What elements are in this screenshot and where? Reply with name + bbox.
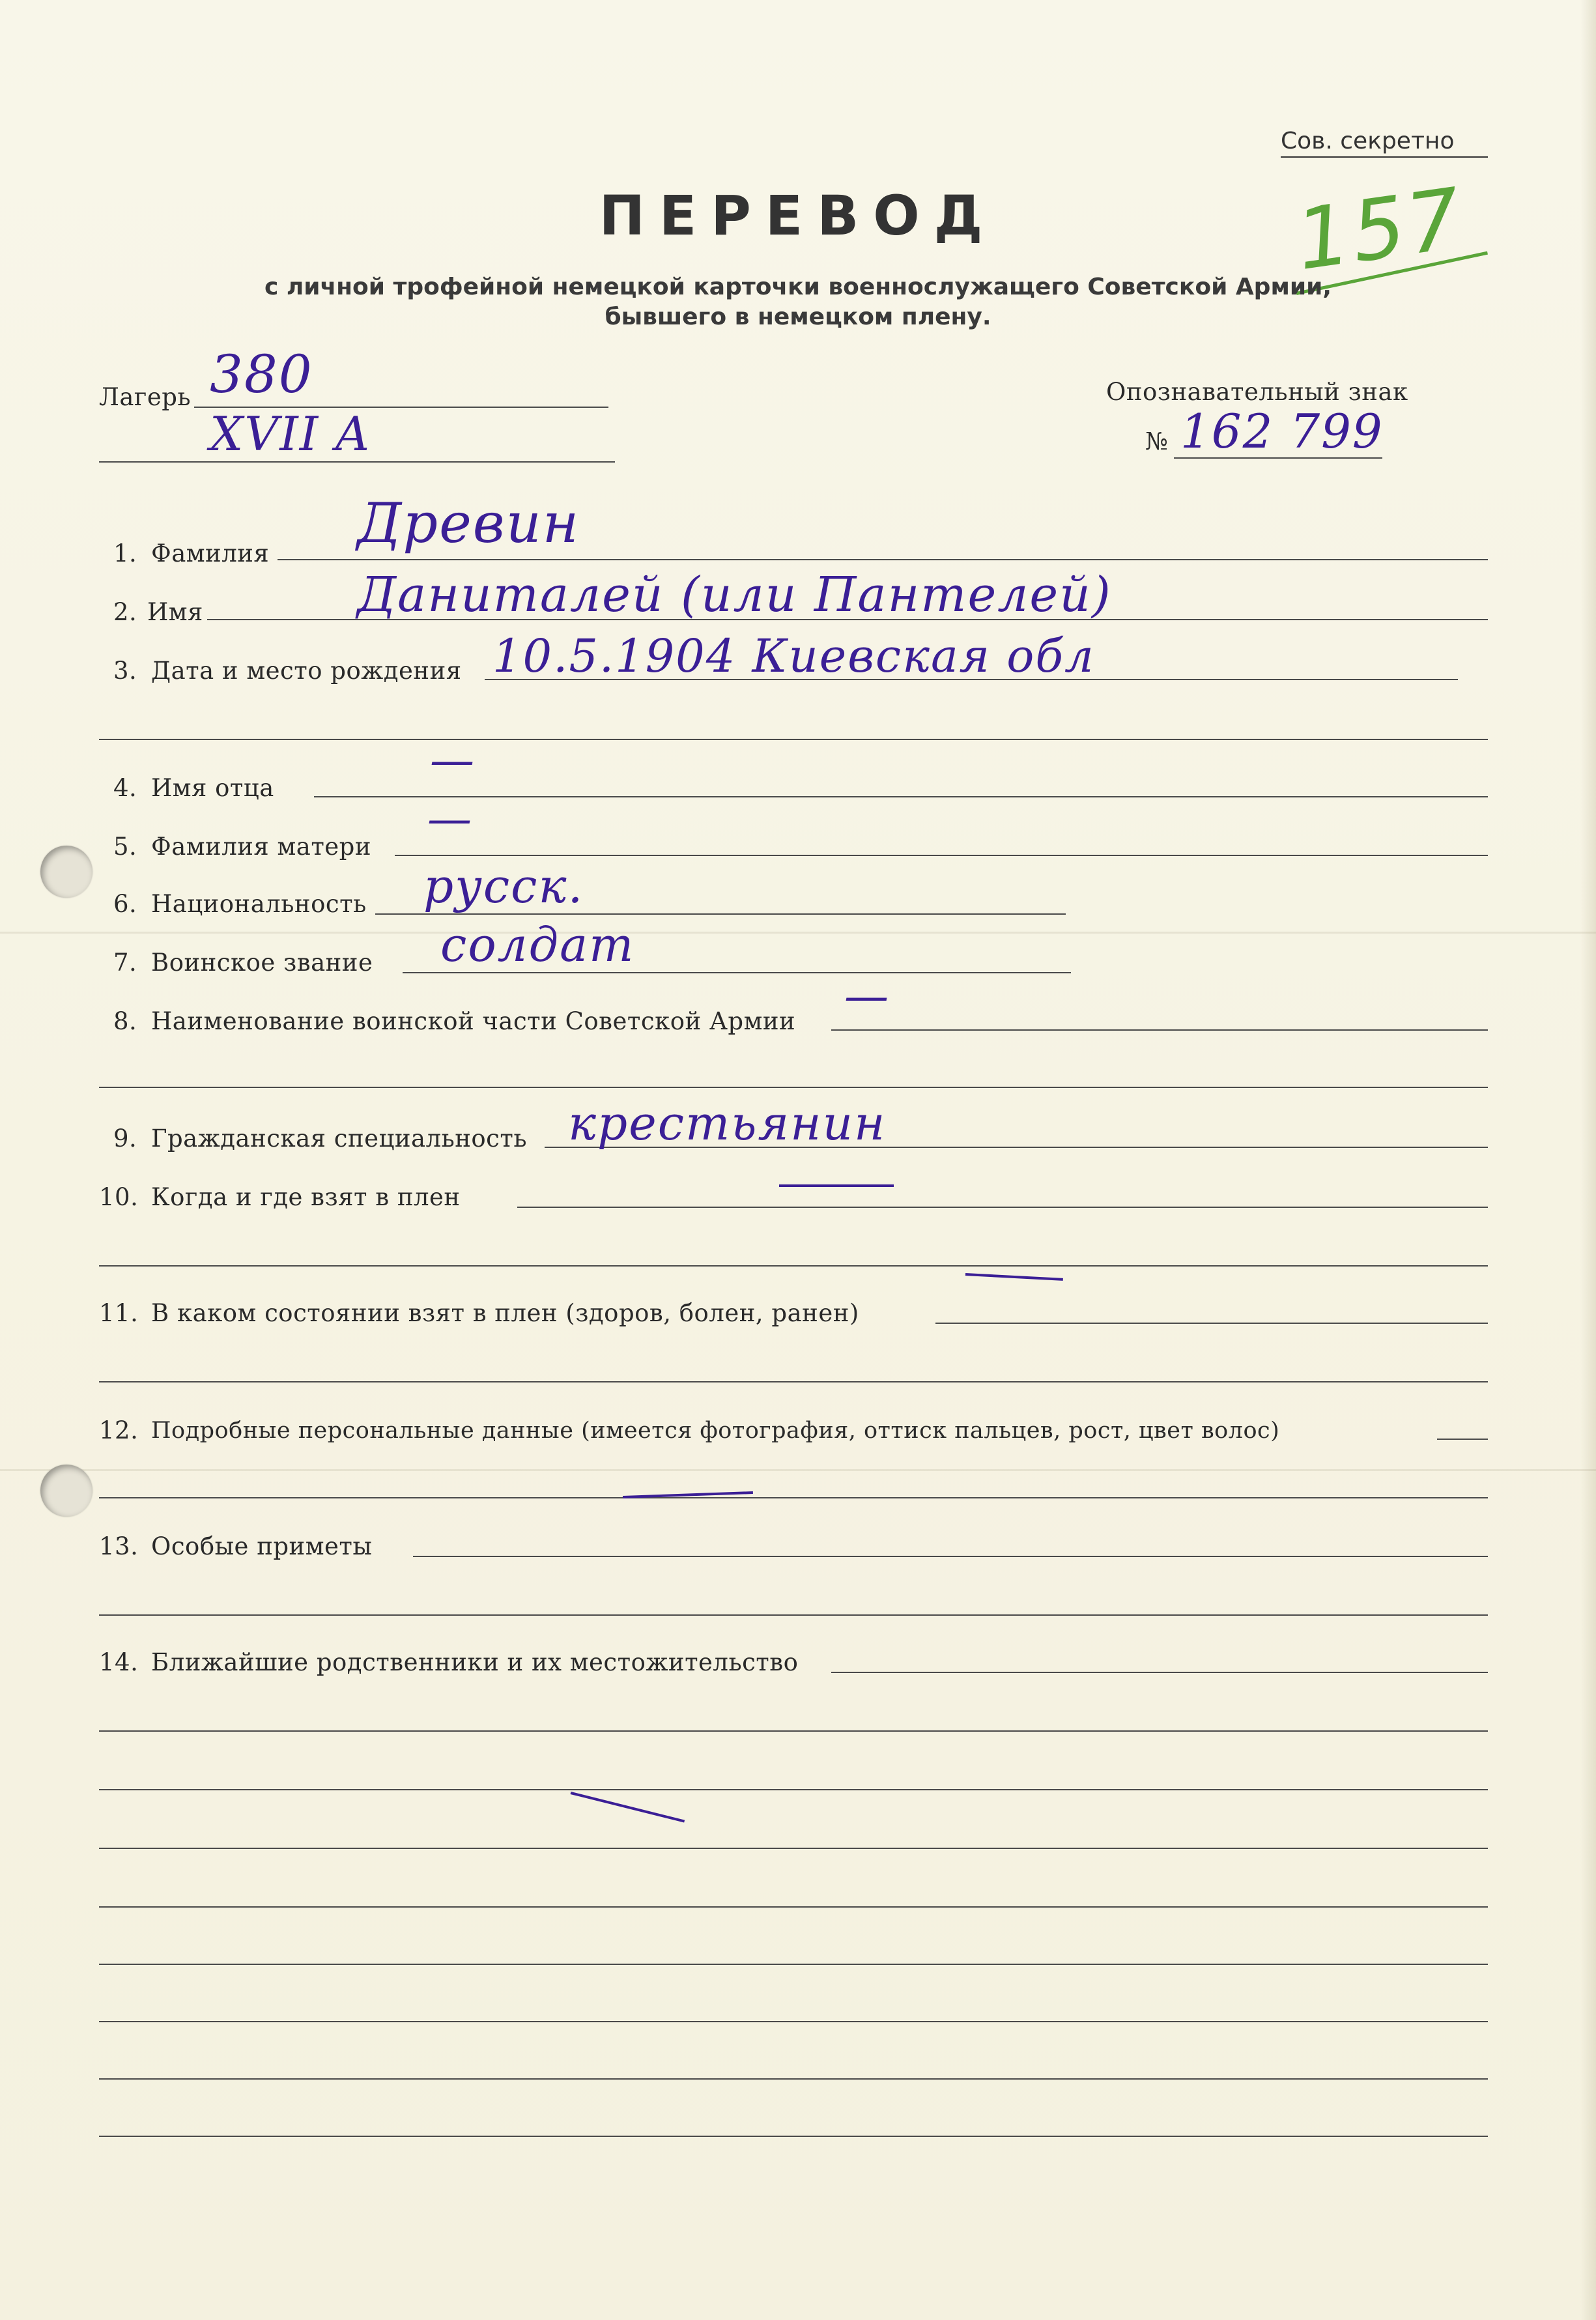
field-11-line [935,1323,1488,1324]
document-title: ПЕРЕВОД [599,184,997,248]
field-14-line-4 [99,1848,1488,1849]
field-6-line [375,913,1066,915]
camp-value-2: XVII A [210,407,371,461]
id-tag-number-label: № [1145,427,1169,455]
field-4-line [314,796,1488,797]
document-subtitle-line1: с личной трофейной немецкой карточки военнослужащего Советской Армии, [264,274,1332,300]
paper-edge [1580,0,1596,2320]
field-11-label: В каком состоянии взят в плен (здоров, болен, ранен) [151,1299,859,1327]
field-8-line-2 [99,1087,1488,1088]
field-8-line [831,1029,1488,1031]
field-10-number: 10. [99,1183,139,1211]
field-10-line [517,1207,1488,1208]
field-14-line-5 [99,1906,1488,1908]
camp-line-2 [99,461,615,463]
field-12-number: 12. [99,1416,139,1444]
field-9-number: 9. [113,1124,137,1153]
field-8-label: Наименование воинской части Советской Армии [151,1007,796,1035]
field-6-value: русск. [423,859,584,913]
archive-number: 157 [1290,169,1470,290]
field-14-number: 14. [99,1648,139,1676]
field-2-number: 2. [113,598,137,626]
classification-underline [1281,156,1488,158]
field-1-number: 1. [113,539,137,567]
field-14-line-8 [99,2078,1488,2080]
field-8-number: 8. [113,1007,137,1035]
classification-stamp: Сов. секретно [1281,128,1455,154]
field-13-line-2 [99,1614,1488,1616]
document-subtitle-line2: бывшего в немецком плену. [605,304,991,330]
blank-dash [571,1792,685,1822]
punch-hole [40,846,93,898]
field-13-number: 13. [99,1532,139,1560]
paper-fold [0,932,1596,934]
field-5-line [395,855,1488,856]
field-14-line-9 [99,2136,1488,2137]
field-13-line [413,1556,1488,1557]
field-7-value: солдат [440,917,635,972]
field-12-label: Подробные персональные данные (имеется фотография, оттиск пальцев, рост, цвет волос) [151,1418,1280,1444]
field-7-number: 7. [113,949,137,977]
field-3-label: Дата и место рождения [151,657,462,685]
field-1-value: Древин [357,491,580,555]
field-9-label: Гражданская специальность [151,1124,528,1153]
field-6-label: Национальность [151,890,367,918]
camp-value: 380 [210,344,313,405]
field-5-number: 5. [113,833,137,861]
field-2-value: Даниталей (или Пантелей) [357,567,1112,623]
field-14-line-6 [99,1964,1488,1965]
punch-hole [40,1465,93,1517]
field-10-label: Когда и где взят в плен [151,1183,461,1211]
field-7-label: Воинское звание [151,949,373,977]
field-12-line [1437,1439,1488,1440]
field-10-line-2 [99,1265,1488,1267]
field-3-number: 3. [113,657,137,685]
paper-fold [0,1469,1596,1471]
field-4-label: Имя отца [151,774,274,802]
id-tag-value: 162 799 [1180,404,1384,459]
field-12-line-2 [99,1497,1488,1498]
field-11-line-2 [99,1381,1488,1382]
field-8-value: — [844,971,890,1022]
blank-dash [965,1273,1063,1281]
field-7-line [403,972,1071,973]
field-1-line [278,559,1488,560]
blank-dash [779,1184,894,1187]
field-11-number: 11. [99,1299,139,1327]
field-14-line [831,1672,1488,1673]
id-tag-label: Опознавательный знак [1106,378,1408,406]
field-14-label: Ближайшие родственники и их местожительство [151,1648,799,1676]
field-14-line-3 [99,1789,1488,1790]
field-13-label: Особые приметы [151,1532,373,1560]
field-1-label: Фамилия [151,539,270,567]
field-2-label: Имя [147,598,203,626]
field-14-line-7 [99,2021,1488,2022]
field-14-line-2 [99,1730,1488,1732]
field-5-label: Фамилия матери [151,833,372,861]
field-3-value: 10.5.1904 Киевская обл [492,629,1095,683]
field-9-value: крестьянин [568,1096,887,1151]
field-3-line-2 [99,739,1488,740]
camp-label: Лагерь [99,383,192,411]
field-5-value: — [427,794,473,845]
field-6-number: 6. [113,890,137,918]
field-4-number: 4. [113,774,137,802]
field-4-value: — [430,735,476,786]
